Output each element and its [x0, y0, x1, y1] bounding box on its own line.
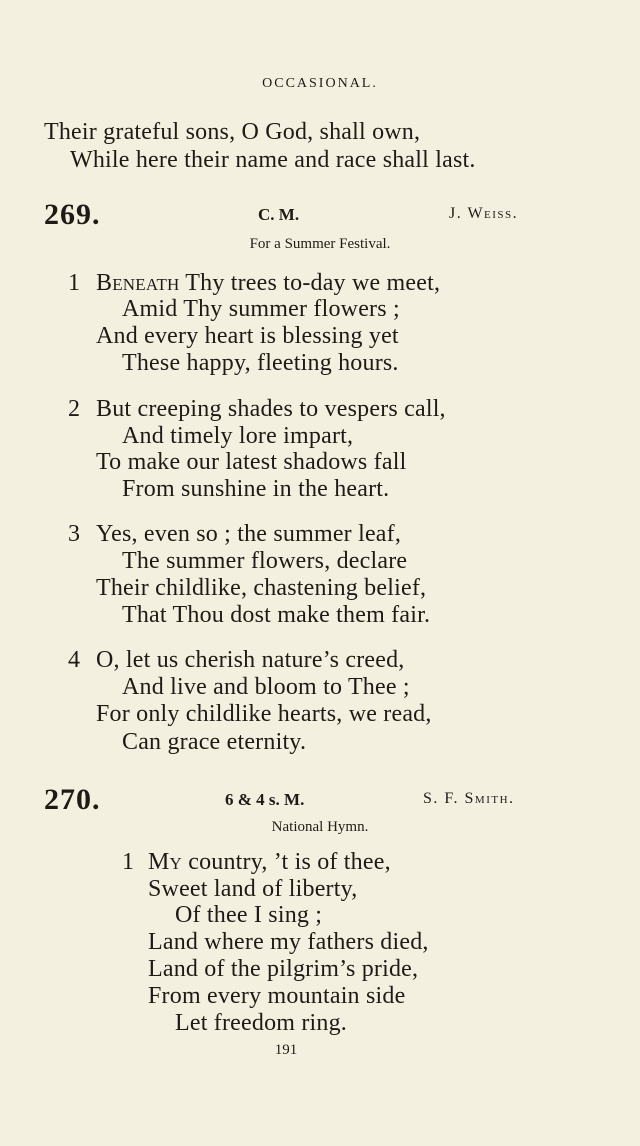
stanza-number: 3	[68, 521, 80, 547]
verse-line: From every mountain side	[148, 983, 406, 1009]
hymn-meter: C. M.	[258, 205, 300, 224]
hymn-title: National Hymn.	[271, 819, 369, 835]
running-head: OCCASIONAL.	[262, 76, 378, 91]
verse-line: Land where my fathers died,	[148, 929, 429, 955]
verse-line: From sunshine in the heart.	[122, 476, 390, 502]
verse-line: But creeping shades to vespers call,	[96, 396, 446, 422]
verse-line: The summer flowers, declare	[122, 548, 408, 574]
verse-line: My country, ’t is of thee,	[148, 849, 391, 875]
stanza-number: 4	[68, 647, 80, 673]
verse-line: That Thou dost make them fair.	[122, 602, 431, 628]
verse-line: And timely lore impart,	[122, 423, 354, 449]
verse-line: Their childlike, chastening belief,	[96, 575, 427, 601]
verse-line: Yes, even so ; the summer leaf,	[96, 521, 402, 547]
verse-line: Can grace eternity.	[122, 729, 307, 755]
hymn-title: For a Summer Festival.	[249, 236, 391, 252]
carryover-line: While here their name and race shall last.	[70, 147, 476, 173]
stanza-number: 2	[68, 396, 80, 422]
hymn-author: J. Weiss.	[449, 205, 519, 222]
verse-line: O, let us cherish nature’s creed,	[96, 647, 405, 673]
verse-line: For only childlike hearts, we read,	[96, 701, 432, 727]
carryover-line: Their grateful sons, O God, shall own,	[44, 119, 421, 145]
verse-line: Amid Thy summer flowers ;	[122, 296, 400, 322]
hymn-meter: 6 & 4 s. M.	[225, 790, 305, 809]
verse-line: Let freedom ring.	[175, 1010, 347, 1036]
verse-line: Beneath Thy trees to-day we meet,	[96, 270, 441, 296]
verse-line: Sweet land of liberty,	[148, 876, 358, 902]
hymn-author: S. F. Smith.	[423, 790, 515, 807]
stanza-number: 1	[68, 270, 80, 296]
hymn-number: 270.	[44, 783, 101, 816]
verse-line: Land of the pilgrim’s pride,	[148, 956, 419, 982]
verse-line: These happy, fleeting hours.	[122, 350, 399, 376]
hymn-number: 269.	[44, 198, 101, 231]
verse-line: To make our latest shadows fall	[96, 449, 407, 475]
verse-line: And every heart is blessing yet	[96, 323, 399, 349]
verse-line: Of thee I sing ;	[175, 902, 323, 928]
stanza-number: 1	[122, 849, 134, 875]
verse-line: And live and bloom to Thee ;	[122, 674, 410, 700]
page-number: 191	[274, 1042, 298, 1058]
